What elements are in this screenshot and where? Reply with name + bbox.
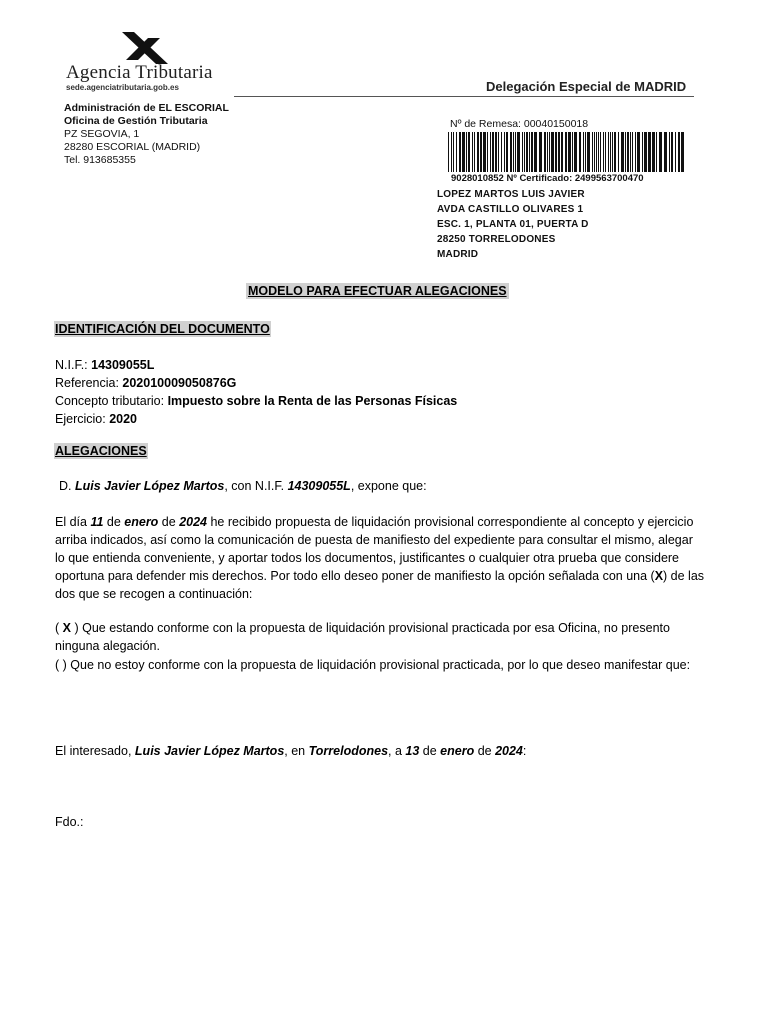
logo-url: sede.agenciatributaria.gob.es xyxy=(66,83,179,92)
signature-place: Torrelodones xyxy=(308,744,389,758)
barcode-bar xyxy=(474,132,475,172)
office-line: PZ SEGOVIA, 1 xyxy=(64,128,140,140)
barcode-bar xyxy=(462,132,465,172)
recipient-line: 28250 TORRELODONES xyxy=(437,234,556,245)
document-fields xyxy=(55,356,457,428)
barcode-bar xyxy=(603,132,604,172)
logo-name: Agencia Tributaria xyxy=(66,62,213,83)
barcode-bar xyxy=(637,132,640,172)
section-heading-alegaciones: ALEGACIONES xyxy=(55,444,147,458)
barcode-bar xyxy=(632,132,633,172)
barcode-bar xyxy=(678,132,680,172)
option-conforme xyxy=(55,619,705,655)
barcode-bar xyxy=(671,132,673,172)
nif-row xyxy=(55,356,457,374)
barcode-bar xyxy=(510,132,512,172)
delegacion-title: Delegación Especial de MADRID xyxy=(486,79,687,94)
barcode-bar xyxy=(587,132,590,172)
option-no-conforme: ( ) Que no estoy conforme con la propuesta de liquidación provisional practicada, por lo que deseo manifestar que: xyxy=(55,658,691,672)
barcode-bar xyxy=(592,132,593,172)
text-run: de xyxy=(419,744,441,758)
barcode-bar xyxy=(513,132,514,172)
barcode-bar xyxy=(648,132,651,172)
interesado-name: Luis Javier López Martos xyxy=(74,479,225,493)
date-month: enero xyxy=(124,515,159,529)
barcode-bar xyxy=(551,132,554,172)
barcode-bar xyxy=(490,132,491,172)
signature-month: enero xyxy=(440,744,475,758)
text-run: El día xyxy=(55,515,91,529)
barcode-bar xyxy=(451,132,452,172)
recipient-line: LOPEZ MARTOS LUIS JAVIER xyxy=(437,189,585,200)
barcode-bar xyxy=(555,132,557,172)
barcode-bar xyxy=(635,132,636,172)
agencia-tributaria-logo xyxy=(66,32,236,92)
barcode-bar xyxy=(466,132,467,172)
text-run: de xyxy=(158,515,180,529)
checkbox-open: ( xyxy=(55,621,63,635)
text-run: , con N.I.F. xyxy=(224,479,288,493)
recipient-line: AVDA CASTILLO OLIVARES 1 xyxy=(437,204,584,215)
barcode-bar xyxy=(594,132,595,172)
text-run: D. xyxy=(59,479,75,493)
ejercicio-label: Ejercicio: xyxy=(55,412,110,426)
barcode-bar xyxy=(574,132,577,172)
barcode-bar xyxy=(524,132,525,172)
barcode-bar xyxy=(614,132,616,172)
barcode-bar xyxy=(642,132,643,172)
text-run: de xyxy=(103,515,125,529)
barcode-bar xyxy=(483,132,486,172)
option-conforme-text: ) Que estando conforme con la propuesta de liquidación provisional practicada por esa Oficina, no presento ninguna alegación. xyxy=(55,621,670,653)
barcode-bar xyxy=(656,132,657,172)
barcode-bar xyxy=(669,132,670,172)
barcode-bar xyxy=(448,132,449,172)
barcode-bar xyxy=(453,132,454,172)
nif-label: N.I.F.: xyxy=(55,358,92,372)
barcode-bar xyxy=(612,132,613,172)
ejercicio-row xyxy=(55,410,457,428)
barcode-bar xyxy=(547,132,548,172)
barcode-bar xyxy=(675,132,676,172)
interesado-nif: 14309055L xyxy=(287,479,351,493)
barcode-bar xyxy=(522,132,523,172)
barcode-bar xyxy=(544,132,546,172)
certificado-number: 9028010852 Nº Certificado: 2499563700470 xyxy=(451,173,644,184)
barcode-bar xyxy=(472,132,473,172)
nif-value: 14309055L xyxy=(91,358,155,372)
text-run: : xyxy=(522,744,527,758)
barcode-bar xyxy=(459,132,461,172)
header-divider xyxy=(234,96,694,97)
referencia-label: Referencia: xyxy=(55,376,123,390)
barcode-bar xyxy=(596,132,597,172)
barcode-bar xyxy=(531,132,533,172)
concepto-row xyxy=(55,392,457,410)
barcode-bar xyxy=(561,132,563,172)
office-line: 28280 ESCORIAL (MADRID) xyxy=(64,141,201,153)
barcode-bar xyxy=(549,132,550,172)
concepto-label: Concepto tributario: xyxy=(55,394,168,408)
barcode-bar xyxy=(495,132,497,172)
text-run: El interesado, xyxy=(55,744,135,758)
barcode-bar xyxy=(558,132,560,172)
barcode-bar xyxy=(630,132,631,172)
recipient-address xyxy=(437,187,589,262)
recipient-line: ESC. 1, PLANTA 01, PUERTA D xyxy=(437,219,589,230)
barcode-bar xyxy=(456,132,457,172)
barcode-bar xyxy=(681,132,684,172)
barcode-bar xyxy=(529,132,530,172)
barcode-bar xyxy=(498,132,499,172)
referencia-row xyxy=(55,374,457,392)
document-title: MODELO PARA EFECTUAR ALEGACIONES xyxy=(248,284,507,298)
barcode-bar xyxy=(618,132,619,172)
barcode-bar xyxy=(605,132,606,172)
remesa-number: Nº de Remesa: 00040150018 xyxy=(450,118,589,130)
barcode-bar xyxy=(539,132,542,172)
barcode-bar xyxy=(572,132,573,172)
barcode-bar xyxy=(627,132,629,172)
text-run: , en xyxy=(284,744,309,758)
barcode-bar xyxy=(583,132,584,172)
barcode-bar xyxy=(659,132,662,172)
text-run: , expone que: xyxy=(350,479,427,493)
text-run: , a xyxy=(388,744,406,758)
barcode-bar xyxy=(568,132,571,172)
section-heading-identificacion: IDENTIFICACIÓN DEL DOCUMENTO xyxy=(55,322,270,336)
barcode-bar xyxy=(480,132,482,172)
signer-name: Luis Javier López Martos xyxy=(134,744,285,758)
text-run: ) de las dos que se recogen a continuación: xyxy=(55,569,705,601)
referencia-value: 202010009050876G xyxy=(122,376,237,390)
main-paragraph xyxy=(55,513,705,603)
logo-x-mark-icon xyxy=(120,32,170,64)
recipient-line: MADRID xyxy=(437,249,479,260)
office-address xyxy=(64,102,229,167)
barcode-bar xyxy=(504,132,505,172)
barcode-bar xyxy=(585,132,586,172)
date-day: 11 xyxy=(90,515,104,529)
barcode-bar xyxy=(526,132,528,172)
ejercicio-value: 2020 xyxy=(109,412,137,426)
barcode-bar xyxy=(565,132,567,172)
barcode-bar xyxy=(501,132,502,172)
signature-year: 2024 xyxy=(495,744,523,758)
barcode-bar xyxy=(644,132,647,172)
barcode-bar xyxy=(517,132,520,172)
signature-line xyxy=(55,744,526,758)
barcode-bar xyxy=(621,132,624,172)
concepto-value: Impuesto sobre la Renta de las Personas Físicas xyxy=(167,394,458,408)
barcode-image xyxy=(448,132,686,172)
barcode-bar xyxy=(652,132,655,172)
barcode-bar xyxy=(579,132,581,172)
date-year: 2024 xyxy=(179,515,207,529)
office-line: Tel. 913685355 xyxy=(64,154,136,166)
barcode-bar xyxy=(515,132,516,172)
barcode-bar xyxy=(625,132,626,172)
barcode-bar xyxy=(664,132,667,172)
barcode-bar xyxy=(492,132,494,172)
option-conforme-mark: X xyxy=(62,621,71,635)
barcode-bar xyxy=(477,132,479,172)
signature-day: 13 xyxy=(405,744,420,758)
text-run: de xyxy=(474,744,496,758)
office-line: Oficina de Gestión Tributaria xyxy=(64,115,208,127)
office-line: Administración de EL ESCORIAL xyxy=(64,102,229,114)
barcode-bar xyxy=(534,132,537,172)
fdo-label: Fdo.: xyxy=(55,815,84,829)
expone-line xyxy=(59,479,427,493)
mark-x: X xyxy=(654,569,664,583)
barcode-bar xyxy=(600,132,601,172)
barcode-bar xyxy=(610,132,611,172)
barcode-bar xyxy=(468,132,470,172)
barcode-bar xyxy=(598,132,599,172)
barcode-bar xyxy=(487,132,488,172)
barcode-bar xyxy=(608,132,609,172)
text-run: he recibido propuesta de liquidación provisional correspondiente al concepto y ejercicio arriba indicados, así como la comunicación de puesta de manifiesto del expediente para consultar el mismo, alegar lo que entienda conveniente, y aportar todos los documentos, justificantes o cualquier otra prueba que considere oportuna para defender mis derechos. Por todo ello deseo poner de manifiesto la opción señalada con una ( xyxy=(55,515,694,583)
barcode-bar xyxy=(506,132,508,172)
